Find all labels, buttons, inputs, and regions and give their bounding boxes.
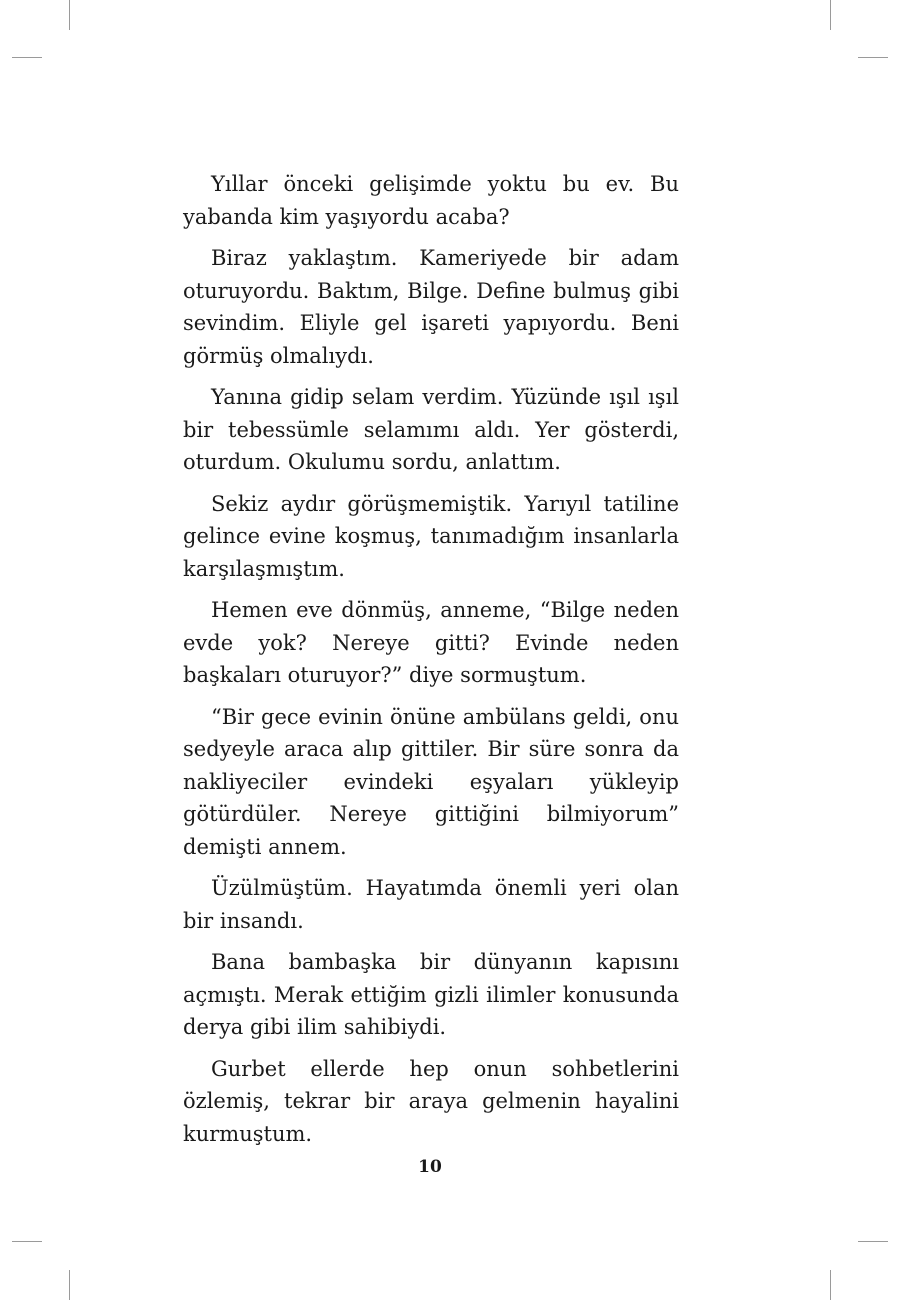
paragraph: Üzülmüştüm. Hayatımda önemli yeri olan bir insandı. xyxy=(183,876,679,933)
paragraph: Bana bambaşka bir dünyanın kapısını açmıştı. Merak ettiğim gizli ilimler konusunda derya gibi ilim sahibiydi. xyxy=(183,950,679,1039)
crop-mark-bottom-right-vertical xyxy=(830,1270,831,1300)
body-text xyxy=(183,168,679,1159)
crop-mark-top-right-horizontal xyxy=(858,57,888,58)
crop-mark-bottom-left-vertical xyxy=(69,1270,70,1300)
page-number: 10 xyxy=(418,1157,442,1177)
crop-mark-top-left-vertical xyxy=(69,0,70,30)
paragraph: Sekiz aydır görüşmemiştik. Yarıyıl tatiline gelince evine koşmuş, tanımadığım insanlarla karşılaşmıştım. xyxy=(183,491,679,581)
paragraph: Gurbet ellerde hep onun sohbetlerini özlemiş, tekrar bir araya gelmenin hayalini kurmuştum. xyxy=(183,1056,679,1146)
crop-mark-bottom-left-horizontal xyxy=(12,1241,42,1242)
crop-mark-top-right-vertical xyxy=(830,0,831,30)
paragraph: Yıllar önceki gelişimde yoktu bu ev. Bu yabanda kim yaşıyordu acaba? xyxy=(183,172,679,229)
crop-mark-bottom-right-horizontal xyxy=(858,1241,888,1242)
paragraph: “Bir gece evinin önüne ambülans geldi, onu sedyeyle araca alıp gittiler. Bir süre sonra da nakliyeciler evindeki eşyaları yükleyip götürdüler. Nereye gittiğini bilmiyorum” demişti annem. xyxy=(183,704,679,859)
paragraph: Biraz yaklaştım. Kameriyede bir adam oturuyordu. Baktım, Bilge. Define bulmuş gibi sevindim. Eliyle gel işareti yapıyordu. Beni görmüş olmalıydı. xyxy=(183,246,679,368)
paragraph: Yanına gidip selam verdim. Yüzünde ışıl ışıl bir tebessümle selamımı aldı. Yer gösterdi, oturdum. Okulumu sordu, anlattım. xyxy=(183,385,679,474)
crop-mark-top-left-horizontal xyxy=(12,57,42,58)
paragraph: Hemen eve dönmüş, anneme, “Bilge neden evde yok? Nereye gitti? Evinde neden başkaları oturuyor?” diye sormuştum. xyxy=(183,598,679,687)
